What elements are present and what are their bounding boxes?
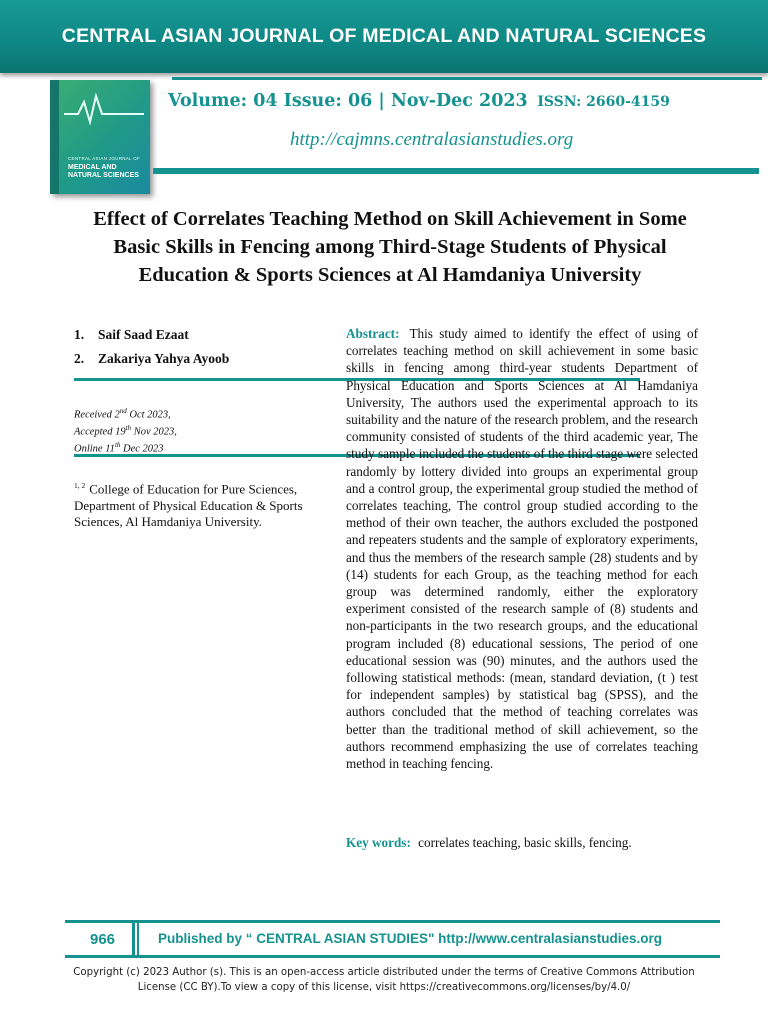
- affiliation-marker: 1, 2: [74, 481, 86, 490]
- journal-url-link[interactable]: http://cajmns.centralasianstudies.org: [290, 129, 574, 150]
- issue-line: [168, 91, 670, 111]
- footer-rule-top: [65, 920, 720, 923]
- affiliation: [74, 478, 330, 531]
- abstract: [346, 325, 698, 772]
- volume-issue: Volume: 04 Issue: 06 | Nov-Dec 2023: [168, 91, 528, 111]
- abstract-label: Abstract:: [346, 326, 400, 341]
- publisher-line: Published by “ CENTRAL ASIAN STUDIES" http://www.centralasianstudies.org: [158, 931, 662, 946]
- abstract-text: This study aimed to identify the effect of using of correlates teaching method on skill achievement in some basic skills in fencing among third-year students Department of Physical Education and Sports Sciences at Al Hamdaniya University, The authors used the experimental approach to its suitability and the nature of the research problem, and the research community consisted of students of the third academic year, The study sample included the students of the third stage were selected randomly by lottery divided into groups an experimental group and a control group, the experimental group studied the method of correlates teaching, The control group studied according to the method of their own teacher, the authors excluded the postponed and repeaters students and the sample of exploratory experiments, and thus the members of the research sample (28) students and by (14) students for each Group, as the teaching method for each group was determined randomly, either the exploratory experiment consisted of the research sample of (8) students and non-participants in the two research groups, and the educational program included (8) educational sessions, The period of one educational session was (90) minutes, and the authors used the following statistical methods: (mean, standard deviation, (t ) test for independent samples) by statistical bag (SPSS), and the authors concluded that the method of teaching correlates was better than the traditional method of skill achievement, so the authors recommend emphasizing the use of correlates teaching method in teaching fencing.: [346, 326, 698, 772]
- paper-title: Effect of Correlates Teaching Method on Skill Achievement in Some Basic Skills in Fencing among Third-Stage Students of Physical Education & Sports Sciences at Al Hamdaniya University: [93, 208, 687, 286]
- author-number: 1.: [74, 327, 85, 342]
- author-name: Saif Saad Ezaat: [98, 327, 189, 342]
- page-number: 966: [90, 931, 116, 948]
- keywords-label: Key words:: [346, 835, 411, 850]
- cover-title-line1: MEDICAL AND: [68, 164, 117, 171]
- journal-header-banner: [0, 0, 768, 73]
- journal-cover-image: [50, 80, 150, 194]
- received-date: Received 2nd Oct 2023,: [74, 407, 171, 421]
- affiliation-text: College of Education for Pure Sciences, Department of Physical Education & Sports Sciences, Al Hamdaniya University.: [74, 481, 303, 530]
- cover-title-line2: NATURAL SCIENCES: [68, 172, 139, 179]
- online-date: Online 11th Dec 2023: [74, 441, 164, 455]
- issn: ISSN: 2660-4159: [537, 94, 670, 110]
- heartbeat-wave-icon: [64, 90, 144, 130]
- cover-small-text: CENTRAL ASIAN JOURNAL OF: [68, 156, 141, 161]
- author-number: 2.: [74, 351, 85, 366]
- header-rule-top: [172, 77, 762, 80]
- article-dates: [74, 405, 177, 456]
- footer-divider: [132, 923, 135, 955]
- cover-spine: [50, 80, 59, 194]
- keywords-text: correlates teaching, basic skills, fencing.: [418, 835, 632, 850]
- author-list: [74, 325, 229, 373]
- header-rule-middle: [153, 168, 759, 174]
- footer-divider: [137, 923, 139, 955]
- accepted-date: Accepted 19th Nov 2023,: [74, 424, 177, 438]
- journal-title: CENTRAL ASIAN JOURNAL OF MEDICAL AND NATURAL SCIENCES: [61, 25, 707, 47]
- footer-rule-bottom: [65, 955, 720, 958]
- author-item: [74, 349, 229, 373]
- keywords: [346, 835, 632, 851]
- cover-title: [68, 164, 148, 180]
- author-name: Zakariya Yahya Ayoob: [98, 351, 230, 366]
- author-item: [74, 325, 229, 349]
- copyright-notice: Copyright (c) 2023 Author (s). This is an open-access article distributed under the terms of Creative Commons Attribution License (CC BY).To view a copy of this license, visit https://creativecommons.org/licenses/by/4.0/: [73, 967, 695, 993]
